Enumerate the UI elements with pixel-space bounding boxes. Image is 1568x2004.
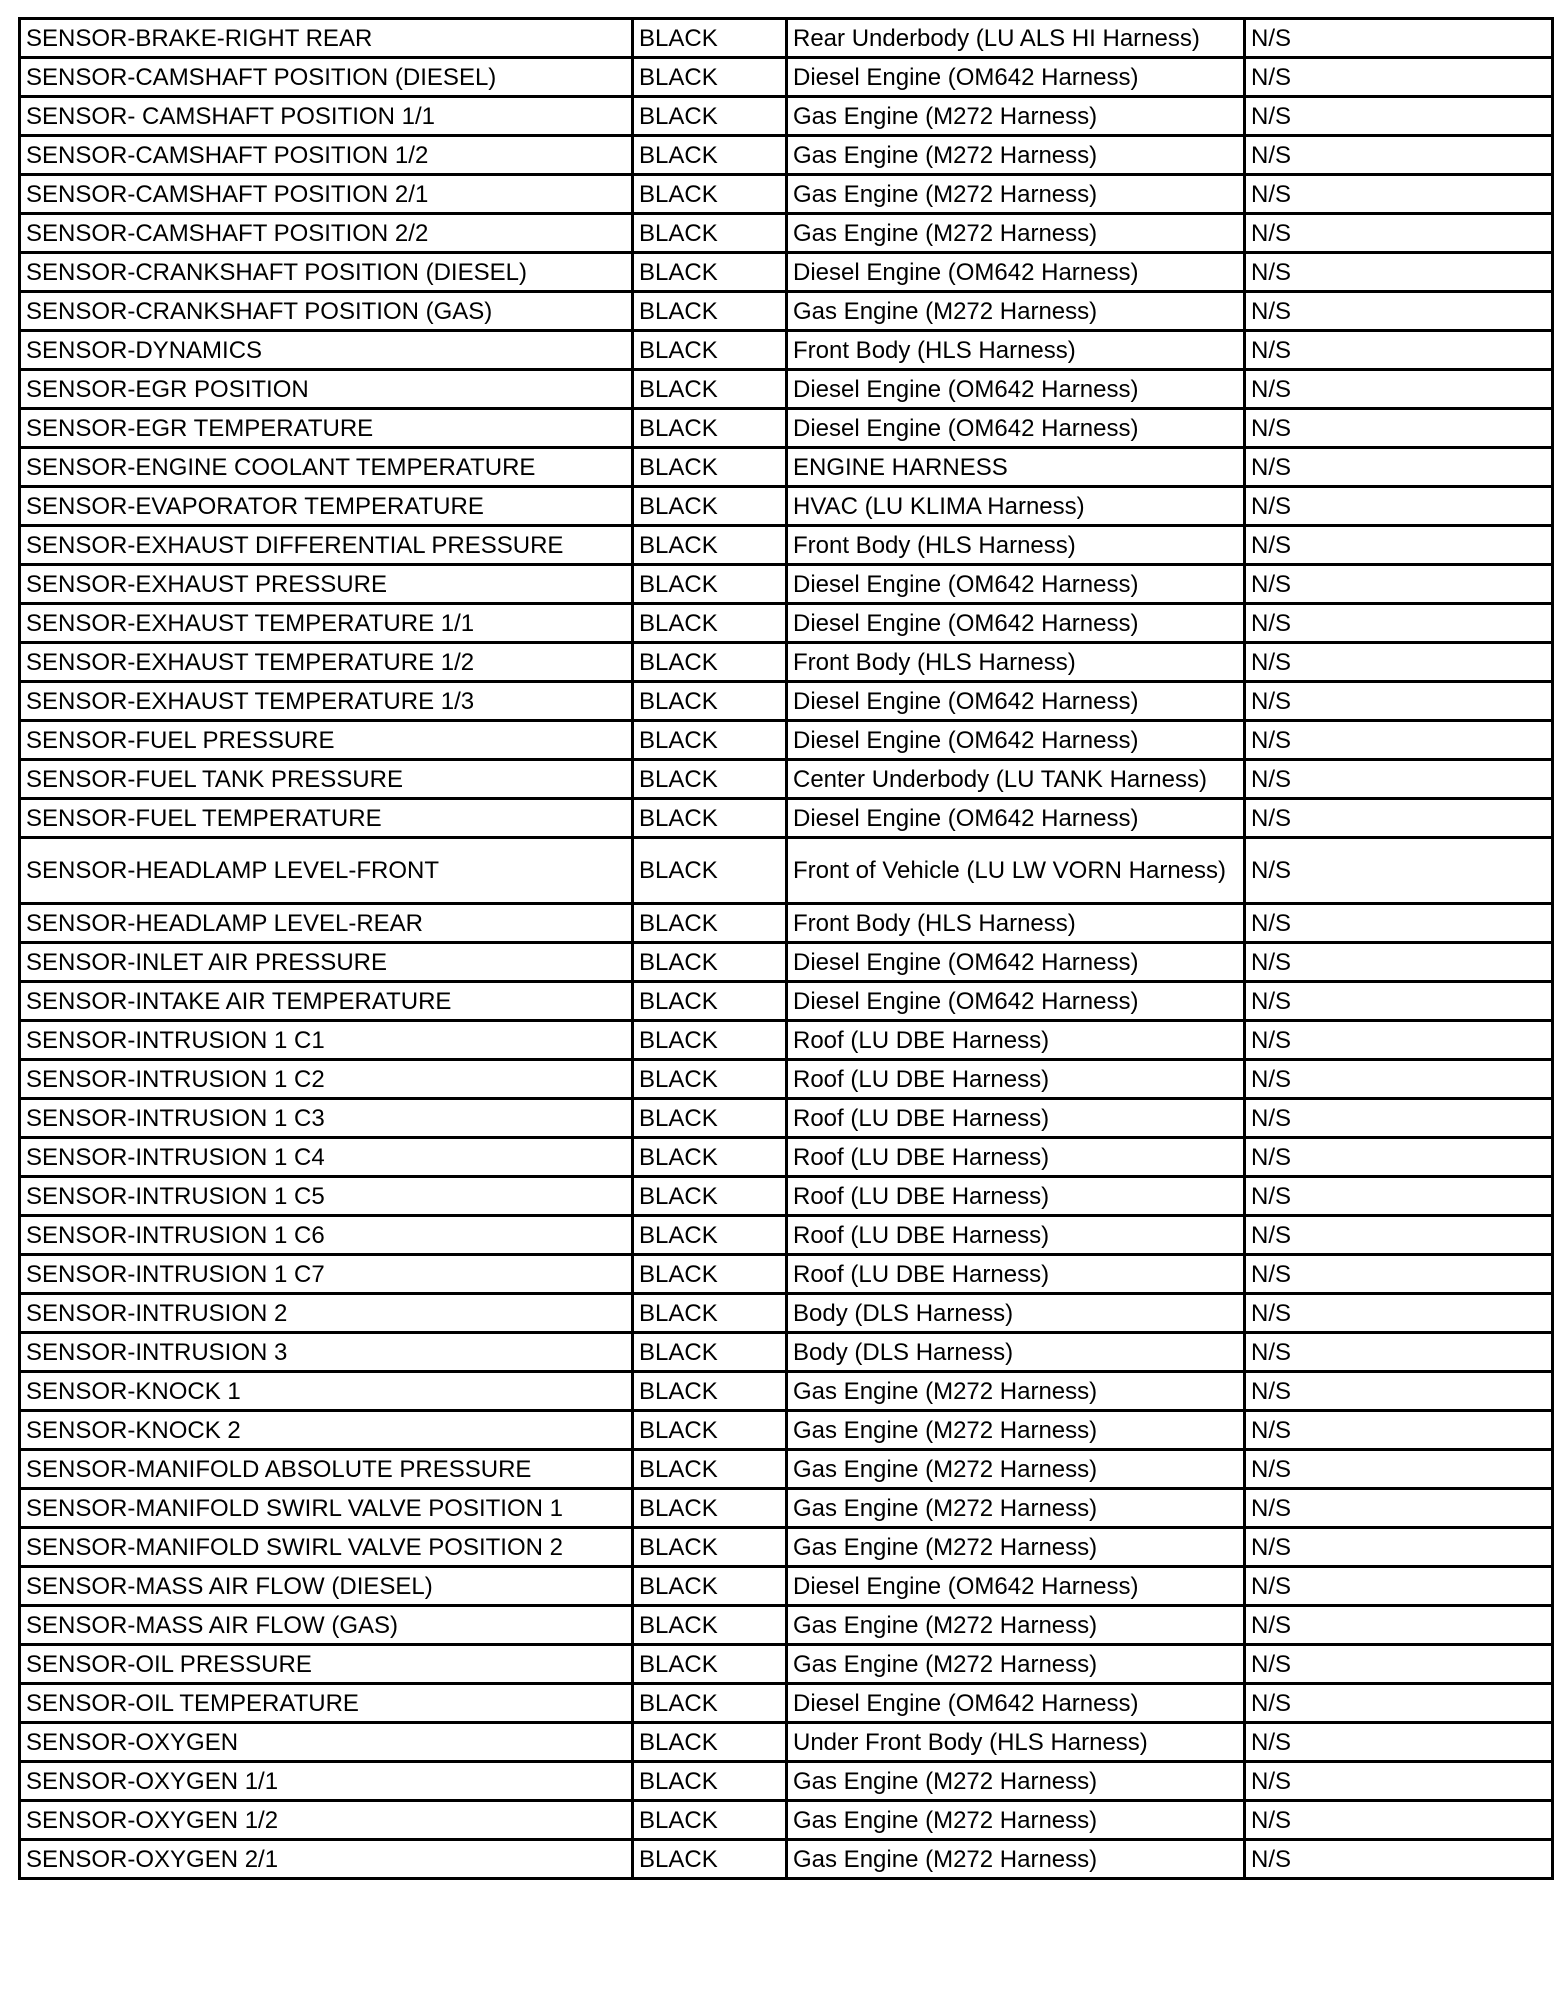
connector-access-cell: N/S bbox=[1245, 1021, 1553, 1060]
connector-location-cell: Roof (LU DBE Harness) bbox=[787, 1255, 1245, 1294]
connector-location-cell: Front Body (HLS Harness) bbox=[787, 904, 1245, 943]
connector-color-cell: BLACK bbox=[633, 331, 787, 370]
table-row bbox=[20, 1216, 1553, 1255]
connector-color-cell: BLACK bbox=[633, 1450, 787, 1489]
connector-location-cell: Roof (LU DBE Harness) bbox=[787, 1060, 1245, 1099]
connector-name-cell: SENSOR-CAMSHAFT POSITION 2/1 bbox=[20, 175, 633, 214]
connector-name-cell: SENSOR-OIL TEMPERATURE bbox=[20, 1684, 633, 1723]
table-row bbox=[20, 136, 1553, 175]
connector-color-cell: BLACK bbox=[633, 838, 787, 904]
connector-color-cell: BLACK bbox=[633, 682, 787, 721]
connector-access-cell: N/S bbox=[1245, 604, 1553, 643]
table-row bbox=[20, 1489, 1553, 1528]
connector-location-cell: Body (DLS Harness) bbox=[787, 1294, 1245, 1333]
table-row bbox=[20, 1333, 1553, 1372]
connector-location-cell: Gas Engine (M272 Harness) bbox=[787, 97, 1245, 136]
table-row bbox=[20, 1255, 1553, 1294]
connector-color-cell: BLACK bbox=[633, 904, 787, 943]
table-row bbox=[20, 838, 1553, 904]
connector-access-cell: N/S bbox=[1245, 1099, 1553, 1138]
table-row bbox=[20, 1450, 1553, 1489]
connector-color-cell: BLACK bbox=[633, 604, 787, 643]
connector-name-cell: SENSOR-KNOCK 1 bbox=[20, 1372, 633, 1411]
connector-color-cell: BLACK bbox=[633, 1216, 787, 1255]
connector-location-cell: Under Front Body (HLS Harness) bbox=[787, 1723, 1245, 1762]
connector-color-cell: BLACK bbox=[633, 721, 787, 760]
connector-access-cell: N/S bbox=[1245, 565, 1553, 604]
connector-name-cell: SENSOR-INTRUSION 1 C4 bbox=[20, 1138, 633, 1177]
table-row bbox=[20, 1099, 1553, 1138]
table-row bbox=[20, 1645, 1553, 1684]
connector-location-cell: Body (DLS Harness) bbox=[787, 1333, 1245, 1372]
connector-name-cell: SENSOR-INTAKE AIR TEMPERATURE bbox=[20, 982, 633, 1021]
table-row bbox=[20, 1021, 1553, 1060]
table-row bbox=[20, 1606, 1553, 1645]
table-row bbox=[20, 1177, 1553, 1216]
connector-access-cell: N/S bbox=[1245, 58, 1553, 97]
connector-access-cell: N/S bbox=[1245, 1177, 1553, 1216]
connector-location-cell: ENGINE HARNESS bbox=[787, 448, 1245, 487]
connector-name-cell: SENSOR-INTRUSION 1 C3 bbox=[20, 1099, 633, 1138]
connector-location-cell: Rear Underbody (LU ALS HI Harness) bbox=[787, 19, 1245, 58]
table-row bbox=[20, 682, 1553, 721]
connector-access-cell: N/S bbox=[1245, 1138, 1553, 1177]
connector-name-cell: SENSOR-CRANKSHAFT POSITION (DIESEL) bbox=[20, 253, 633, 292]
connector-location-cell: Roof (LU DBE Harness) bbox=[787, 1177, 1245, 1216]
connector-name-cell: SENSOR-EVAPORATOR TEMPERATURE bbox=[20, 487, 633, 526]
table-row bbox=[20, 943, 1553, 982]
table-row bbox=[20, 175, 1553, 214]
connector-location-cell: Diesel Engine (OM642 Harness) bbox=[787, 1567, 1245, 1606]
connector-name-cell: SENSOR-KNOCK 2 bbox=[20, 1411, 633, 1450]
connector-access-cell: N/S bbox=[1245, 943, 1553, 982]
connector-access-cell: N/S bbox=[1245, 331, 1553, 370]
connector-color-cell: BLACK bbox=[633, 19, 787, 58]
table-row bbox=[20, 58, 1553, 97]
table-row bbox=[20, 370, 1553, 409]
connector-color-cell: BLACK bbox=[633, 1762, 787, 1801]
connector-name-cell: SENSOR-OXYGEN 1/2 bbox=[20, 1801, 633, 1840]
connector-color-cell: BLACK bbox=[633, 1801, 787, 1840]
connector-location-cell: Roof (LU DBE Harness) bbox=[787, 1099, 1245, 1138]
table-row bbox=[20, 1372, 1553, 1411]
connector-color-cell: BLACK bbox=[633, 1177, 787, 1216]
connector-access-cell: N/S bbox=[1245, 1762, 1553, 1801]
connector-access-cell: N/S bbox=[1245, 643, 1553, 682]
connector-access-cell: N/S bbox=[1245, 1372, 1553, 1411]
connector-color-cell: BLACK bbox=[633, 487, 787, 526]
connector-color-cell: BLACK bbox=[633, 1060, 787, 1099]
connector-name-cell: SENSOR-MANIFOLD SWIRL VALVE POSITION 1 bbox=[20, 1489, 633, 1528]
connector-name-cell: SENSOR-INLET AIR PRESSURE bbox=[20, 943, 633, 982]
table-row bbox=[20, 721, 1553, 760]
connector-color-cell: BLACK bbox=[633, 1567, 787, 1606]
connector-location-cell: Diesel Engine (OM642 Harness) bbox=[787, 409, 1245, 448]
connector-access-cell: N/S bbox=[1245, 175, 1553, 214]
connector-name-cell: SENSOR-FUEL PRESSURE bbox=[20, 721, 633, 760]
table-row bbox=[20, 331, 1553, 370]
connector-color-cell: BLACK bbox=[633, 1333, 787, 1372]
connector-name-cell: SENSOR-HEADLAMP LEVEL-FRONT bbox=[20, 838, 633, 904]
connector-name-cell: SENSOR-EXHAUST DIFFERENTIAL PRESSURE bbox=[20, 526, 633, 565]
connector-location-cell: Gas Engine (M272 Harness) bbox=[787, 1372, 1245, 1411]
table-row bbox=[20, 565, 1553, 604]
connector-access-cell: N/S bbox=[1245, 1606, 1553, 1645]
connector-location-cell: Center Underbody (LU TANK Harness) bbox=[787, 760, 1245, 799]
table-row bbox=[20, 1060, 1553, 1099]
connector-color-cell: BLACK bbox=[633, 643, 787, 682]
connector-name-cell: SENSOR- CAMSHAFT POSITION 1/1 bbox=[20, 97, 633, 136]
connector-location-cell: Gas Engine (M272 Harness) bbox=[787, 175, 1245, 214]
connector-name-cell: SENSOR-MANIFOLD ABSOLUTE PRESSURE bbox=[20, 1450, 633, 1489]
connector-access-cell: N/S bbox=[1245, 1216, 1553, 1255]
table-row bbox=[20, 904, 1553, 943]
connector-name-cell: SENSOR-OXYGEN 2/1 bbox=[20, 1840, 633, 1879]
connector-location-cell: Diesel Engine (OM642 Harness) bbox=[787, 682, 1245, 721]
connector-name-cell: SENSOR-EXHAUST TEMPERATURE 1/3 bbox=[20, 682, 633, 721]
table-row bbox=[20, 1723, 1553, 1762]
table-row bbox=[20, 604, 1553, 643]
connector-access-cell: N/S bbox=[1245, 721, 1553, 760]
connector-name-cell: SENSOR-MASS AIR FLOW (GAS) bbox=[20, 1606, 633, 1645]
connector-access-cell: N/S bbox=[1245, 97, 1553, 136]
connector-name-cell: SENSOR-EXHAUST TEMPERATURE 1/1 bbox=[20, 604, 633, 643]
connector-name-cell: SENSOR-EXHAUST TEMPERATURE 1/2 bbox=[20, 643, 633, 682]
connector-color-cell: BLACK bbox=[633, 1372, 787, 1411]
connector-location-cell: Gas Engine (M272 Harness) bbox=[787, 1801, 1245, 1840]
table-row bbox=[20, 643, 1553, 682]
connector-location-cell: Roof (LU DBE Harness) bbox=[787, 1216, 1245, 1255]
connector-color-cell: BLACK bbox=[633, 97, 787, 136]
connector-color-cell: BLACK bbox=[633, 1606, 787, 1645]
connector-access-cell: N/S bbox=[1245, 1450, 1553, 1489]
connector-color-cell: BLACK bbox=[633, 565, 787, 604]
connector-location-cell: Roof (LU DBE Harness) bbox=[787, 1138, 1245, 1177]
connector-location-cell: Diesel Engine (OM642 Harness) bbox=[787, 721, 1245, 760]
connector-access-cell: N/S bbox=[1245, 19, 1553, 58]
connector-name-cell: SENSOR-CRANKSHAFT POSITION (GAS) bbox=[20, 292, 633, 331]
connector-color-cell: BLACK bbox=[633, 136, 787, 175]
connector-color-cell: BLACK bbox=[633, 1411, 787, 1450]
connector-location-cell: Diesel Engine (OM642 Harness) bbox=[787, 370, 1245, 409]
connector-access-cell: N/S bbox=[1245, 1684, 1553, 1723]
connector-color-cell: BLACK bbox=[633, 526, 787, 565]
connector-access-cell: N/S bbox=[1245, 253, 1553, 292]
connector-color-cell: BLACK bbox=[633, 1099, 787, 1138]
table-row bbox=[20, 1528, 1553, 1567]
connector-access-cell: N/S bbox=[1245, 838, 1553, 904]
connector-name-cell: SENSOR-CAMSHAFT POSITION 2/2 bbox=[20, 214, 633, 253]
connector-location-cell: Front Body (HLS Harness) bbox=[787, 526, 1245, 565]
connector-location-cell: Diesel Engine (OM642 Harness) bbox=[787, 604, 1245, 643]
connector-name-cell: SENSOR-INTRUSION 1 C1 bbox=[20, 1021, 633, 1060]
connector-access-cell: N/S bbox=[1245, 292, 1553, 331]
connector-color-cell: BLACK bbox=[633, 1255, 787, 1294]
table-row bbox=[20, 19, 1553, 58]
connector-location-cell: Gas Engine (M272 Harness) bbox=[787, 1840, 1245, 1879]
connector-location-cell: Diesel Engine (OM642 Harness) bbox=[787, 58, 1245, 97]
connector-color-cell: BLACK bbox=[633, 1138, 787, 1177]
connector-name-cell: SENSOR-EGR POSITION bbox=[20, 370, 633, 409]
connector-name-cell: SENSOR-BRAKE-RIGHT REAR bbox=[20, 19, 633, 58]
connector-name-cell: SENSOR-HEADLAMP LEVEL-REAR bbox=[20, 904, 633, 943]
connector-location-cell: Gas Engine (M272 Harness) bbox=[787, 1606, 1245, 1645]
connector-location-cell: Roof (LU DBE Harness) bbox=[787, 1021, 1245, 1060]
table-row bbox=[20, 1411, 1553, 1450]
connector-location-cell: Gas Engine (M272 Harness) bbox=[787, 1489, 1245, 1528]
table-row bbox=[20, 1294, 1553, 1333]
connector-access-cell: N/S bbox=[1245, 682, 1553, 721]
table-row bbox=[20, 1684, 1553, 1723]
table-row bbox=[20, 97, 1553, 136]
connector-name-cell: SENSOR-MANIFOLD SWIRL VALVE POSITION 2 bbox=[20, 1528, 633, 1567]
table-row bbox=[20, 760, 1553, 799]
connector-access-cell: N/S bbox=[1245, 1801, 1553, 1840]
table-row bbox=[20, 526, 1553, 565]
table-row bbox=[20, 982, 1553, 1021]
connector-color-cell: BLACK bbox=[633, 58, 787, 97]
connector-access-cell: N/S bbox=[1245, 370, 1553, 409]
connector-location-cell: Gas Engine (M272 Harness) bbox=[787, 1528, 1245, 1567]
connector-name-cell: SENSOR-DYNAMICS bbox=[20, 331, 633, 370]
connector-access-cell: N/S bbox=[1245, 487, 1553, 526]
connector-name-cell: SENSOR-FUEL TEMPERATURE bbox=[20, 799, 633, 838]
table-row bbox=[20, 1762, 1553, 1801]
connector-access-cell: N/S bbox=[1245, 214, 1553, 253]
connector-access-cell: N/S bbox=[1245, 1060, 1553, 1099]
connector-location-cell: Diesel Engine (OM642 Harness) bbox=[787, 1684, 1245, 1723]
connector-access-cell: N/S bbox=[1245, 760, 1553, 799]
connector-table-body bbox=[20, 19, 1553, 1879]
table-row bbox=[20, 253, 1553, 292]
connector-access-cell: N/S bbox=[1245, 1567, 1553, 1606]
connector-color-cell: BLACK bbox=[633, 409, 787, 448]
connector-color-cell: BLACK bbox=[633, 253, 787, 292]
connector-location-cell: Diesel Engine (OM642 Harness) bbox=[787, 943, 1245, 982]
connector-name-cell: SENSOR-OXYGEN 1/1 bbox=[20, 1762, 633, 1801]
connector-access-cell: N/S bbox=[1245, 526, 1553, 565]
connector-color-cell: BLACK bbox=[633, 799, 787, 838]
table-row bbox=[20, 1567, 1553, 1606]
connector-access-cell: N/S bbox=[1245, 982, 1553, 1021]
connector-color-cell: BLACK bbox=[633, 370, 787, 409]
connector-color-cell: BLACK bbox=[633, 1840, 787, 1879]
connector-color-cell: BLACK bbox=[633, 943, 787, 982]
connector-location-cell: Gas Engine (M272 Harness) bbox=[787, 1450, 1245, 1489]
connector-location-cell: Diesel Engine (OM642 Harness) bbox=[787, 982, 1245, 1021]
connector-name-cell: SENSOR-INTRUSION 1 C6 bbox=[20, 1216, 633, 1255]
connector-access-cell: N/S bbox=[1245, 1333, 1553, 1372]
connector-location-cell: HVAC (LU KLIMA Harness) bbox=[787, 487, 1245, 526]
connector-color-cell: BLACK bbox=[633, 214, 787, 253]
connector-color-cell: BLACK bbox=[633, 448, 787, 487]
connector-name-cell: SENSOR-EXHAUST PRESSURE bbox=[20, 565, 633, 604]
connector-name-cell: SENSOR-OIL PRESSURE bbox=[20, 1645, 633, 1684]
table-row bbox=[20, 1801, 1553, 1840]
connector-name-cell: SENSOR-EGR TEMPERATURE bbox=[20, 409, 633, 448]
connector-color-cell: BLACK bbox=[633, 175, 787, 214]
connector-access-cell: N/S bbox=[1245, 904, 1553, 943]
table-row bbox=[20, 292, 1553, 331]
connector-name-cell: SENSOR-INTRUSION 1 C7 bbox=[20, 1255, 633, 1294]
connector-name-cell: SENSOR-INTRUSION 1 C2 bbox=[20, 1060, 633, 1099]
connector-name-cell: SENSOR-FUEL TANK PRESSURE bbox=[20, 760, 633, 799]
table-row bbox=[20, 448, 1553, 487]
connector-location-cell: Diesel Engine (OM642 Harness) bbox=[787, 799, 1245, 838]
table-row bbox=[20, 1840, 1553, 1879]
connector-location-cell: Diesel Engine (OM642 Harness) bbox=[787, 253, 1245, 292]
connector-access-cell: N/S bbox=[1245, 1255, 1553, 1294]
connector-name-cell: SENSOR-MASS AIR FLOW (DIESEL) bbox=[20, 1567, 633, 1606]
connector-location-cell: Front Body (HLS Harness) bbox=[787, 331, 1245, 370]
connector-access-cell: N/S bbox=[1245, 1840, 1553, 1879]
table-row bbox=[20, 409, 1553, 448]
connector-color-cell: BLACK bbox=[633, 760, 787, 799]
connector-location-cell: Gas Engine (M272 Harness) bbox=[787, 1762, 1245, 1801]
connector-color-cell: BLACK bbox=[633, 1723, 787, 1762]
connector-access-cell: N/S bbox=[1245, 448, 1553, 487]
table-row bbox=[20, 214, 1553, 253]
connector-name-cell: SENSOR-CAMSHAFT POSITION 1/2 bbox=[20, 136, 633, 175]
connector-location-cell: Front Body (HLS Harness) bbox=[787, 643, 1245, 682]
connector-location-cell: Gas Engine (M272 Harness) bbox=[787, 1411, 1245, 1450]
connector-location-cell: Gas Engine (M272 Harness) bbox=[787, 214, 1245, 253]
connector-access-cell: N/S bbox=[1245, 136, 1553, 175]
connector-location-cell: Diesel Engine (OM642 Harness) bbox=[787, 565, 1245, 604]
connector-access-cell: N/S bbox=[1245, 1489, 1553, 1528]
connector-color-cell: BLACK bbox=[633, 1021, 787, 1060]
connector-access-cell: N/S bbox=[1245, 1411, 1553, 1450]
connector-color-cell: BLACK bbox=[633, 1645, 787, 1684]
connector-location-cell: Gas Engine (M272 Harness) bbox=[787, 292, 1245, 331]
connector-color-cell: BLACK bbox=[633, 292, 787, 331]
table-row bbox=[20, 799, 1553, 838]
connector-access-cell: N/S bbox=[1245, 1294, 1553, 1333]
connector-location-cell: Front of Vehicle (LU LW VORN Harness) bbox=[787, 838, 1245, 904]
connector-name-cell: SENSOR-CAMSHAFT POSITION (DIESEL) bbox=[20, 58, 633, 97]
connector-name-cell: SENSOR-INTRUSION 1 C5 bbox=[20, 1177, 633, 1216]
connector-table bbox=[18, 17, 1554, 1880]
connector-color-cell: BLACK bbox=[633, 1489, 787, 1528]
connector-name-cell: SENSOR-INTRUSION 3 bbox=[20, 1333, 633, 1372]
connector-color-cell: BLACK bbox=[633, 1684, 787, 1723]
table-row bbox=[20, 1138, 1553, 1177]
connector-access-cell: N/S bbox=[1245, 1645, 1553, 1684]
connector-access-cell: N/S bbox=[1245, 799, 1553, 838]
connector-name-cell: SENSOR-INTRUSION 2 bbox=[20, 1294, 633, 1333]
connector-access-cell: N/S bbox=[1245, 409, 1553, 448]
connector-location-cell: Gas Engine (M272 Harness) bbox=[787, 1645, 1245, 1684]
connector-color-cell: BLACK bbox=[633, 982, 787, 1021]
table-row bbox=[20, 487, 1553, 526]
connector-color-cell: BLACK bbox=[633, 1528, 787, 1567]
connector-location-cell: Gas Engine (M272 Harness) bbox=[787, 136, 1245, 175]
connector-access-cell: N/S bbox=[1245, 1528, 1553, 1567]
connector-name-cell: SENSOR-OXYGEN bbox=[20, 1723, 633, 1762]
connector-name-cell: SENSOR-ENGINE COOLANT TEMPERATURE bbox=[20, 448, 633, 487]
connector-access-cell: N/S bbox=[1245, 1723, 1553, 1762]
connector-color-cell: BLACK bbox=[633, 1294, 787, 1333]
